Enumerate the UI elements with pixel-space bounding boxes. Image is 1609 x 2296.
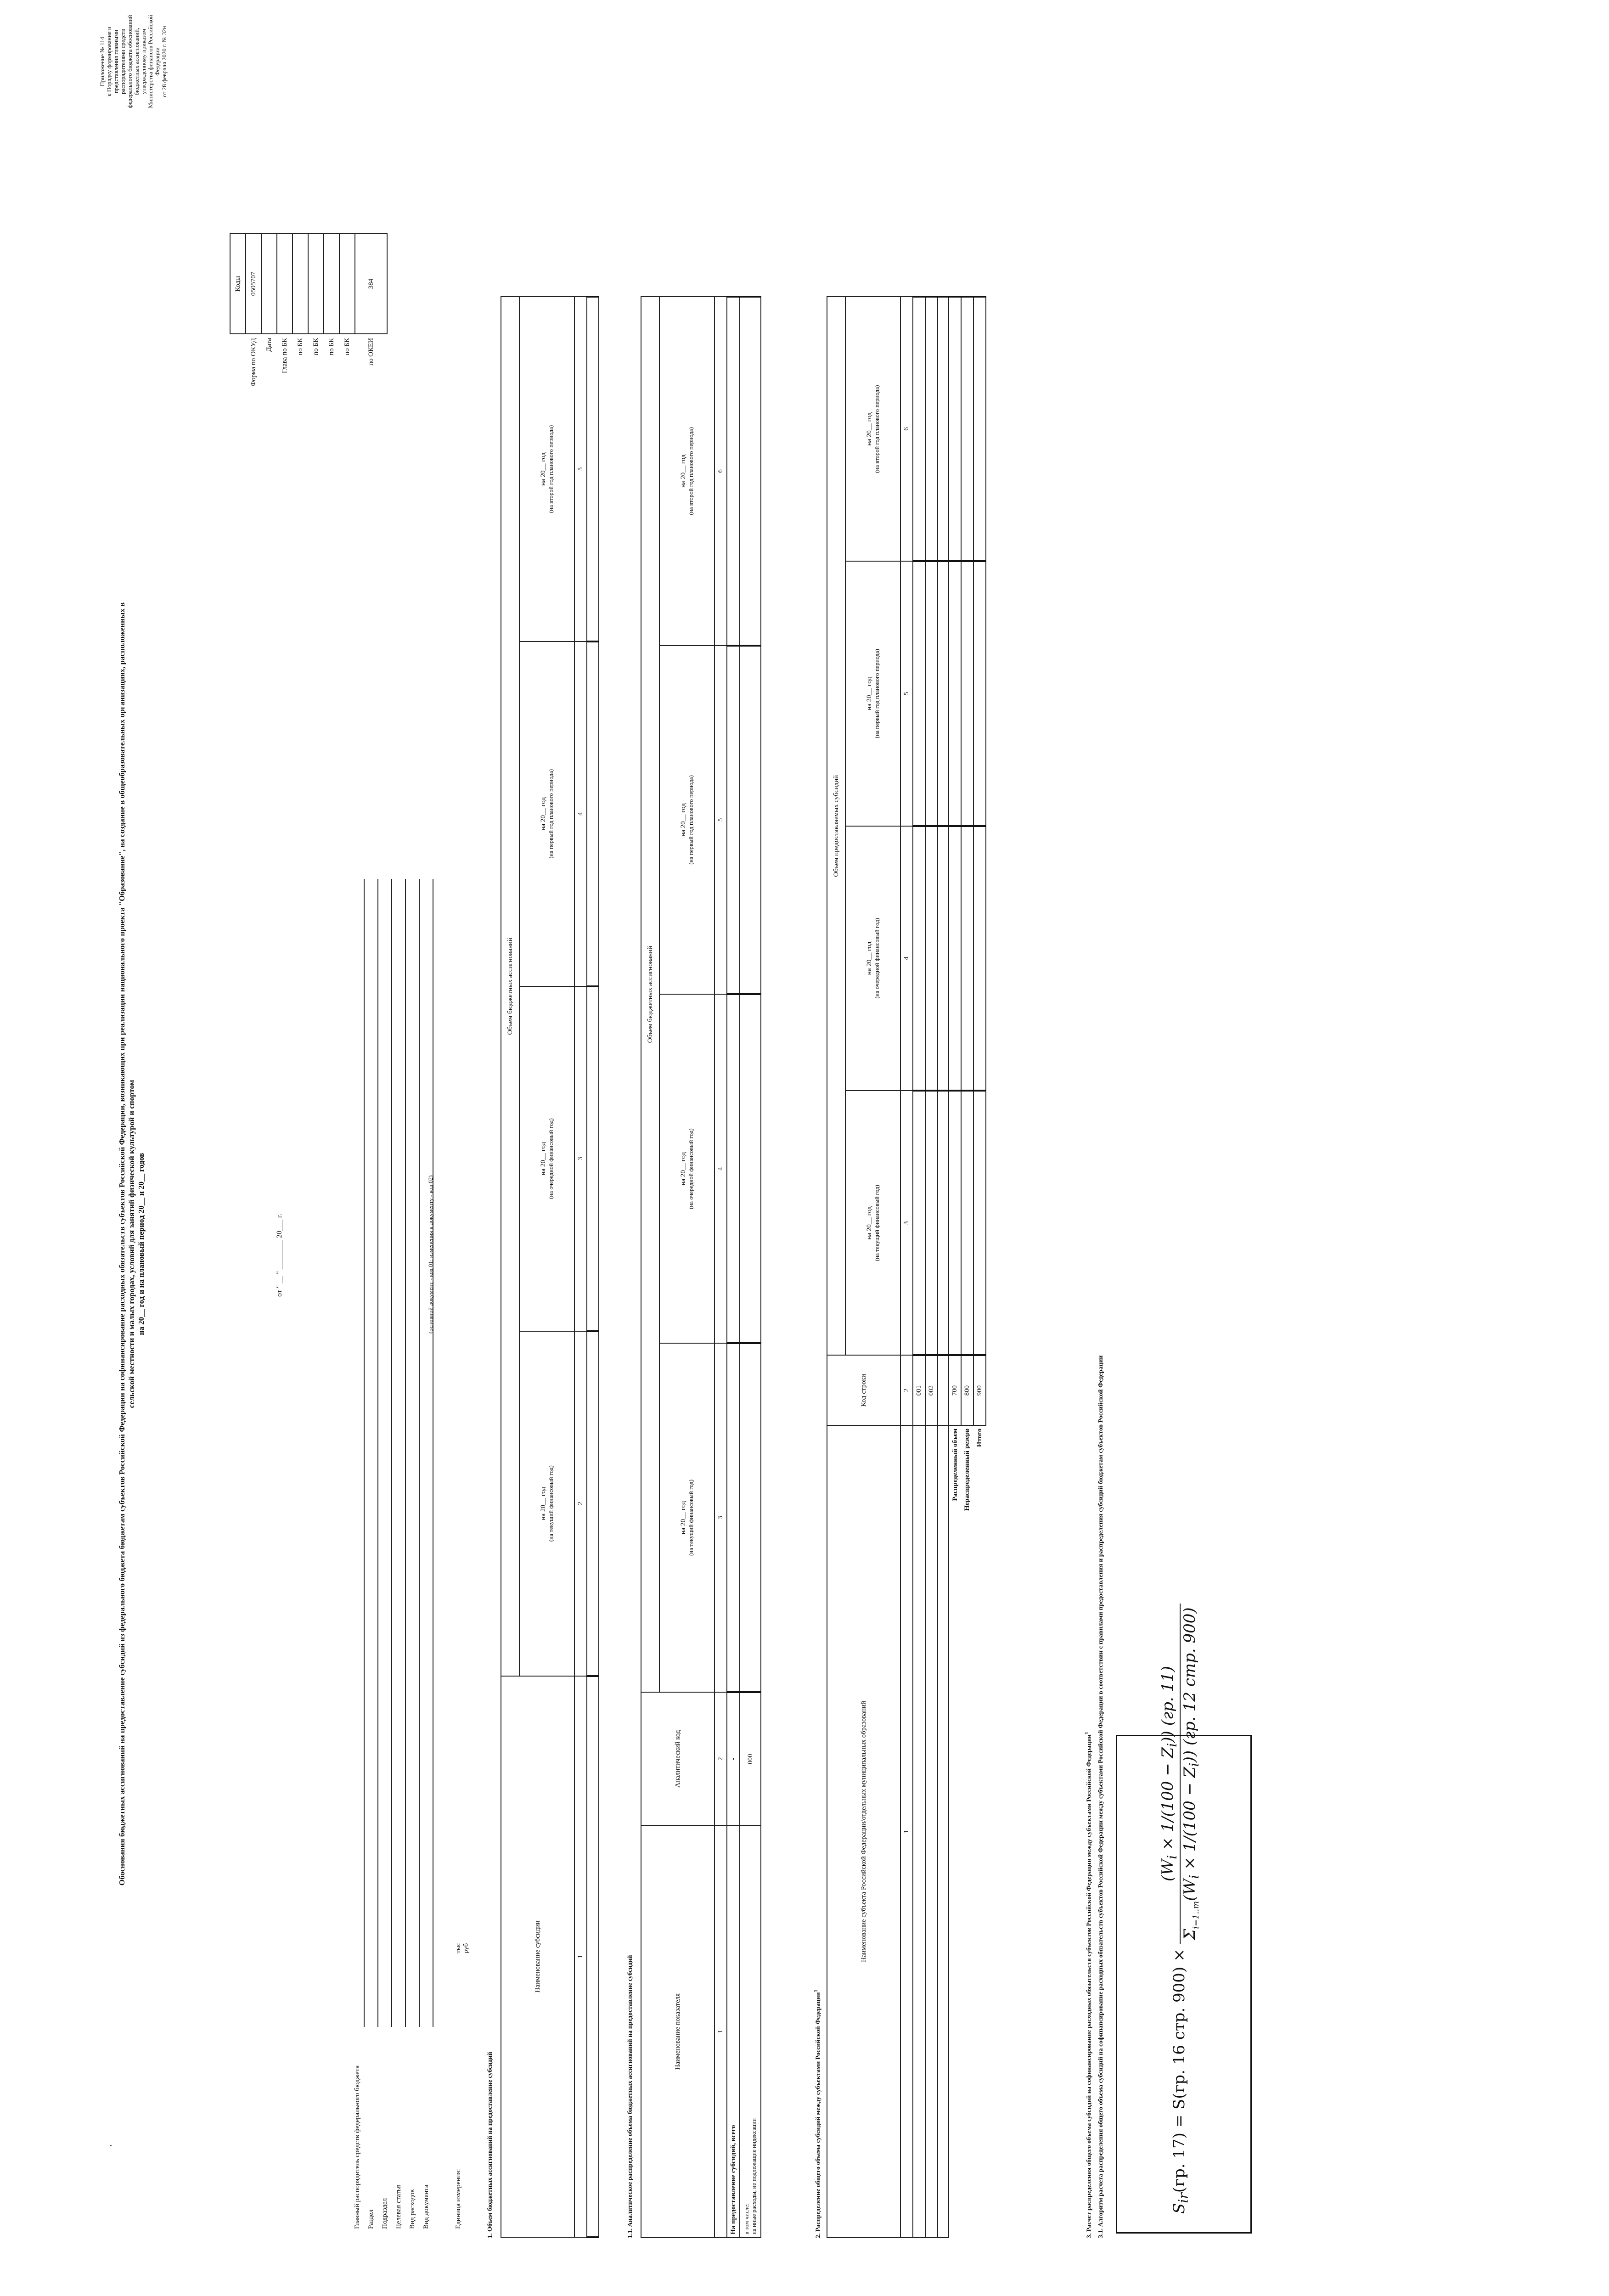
document-date: от " __ " ________ 20___ г. bbox=[276, 1214, 283, 1297]
code-label: по БК bbox=[312, 338, 320, 355]
col-header: Аналитический код bbox=[641, 1692, 714, 1825]
formula-part: i bbox=[1186, 1874, 1202, 1879]
col-year: на 20__ год bbox=[865, 941, 873, 975]
col-number: 5 bbox=[900, 561, 913, 826]
code-label: по ОКЕИ bbox=[367, 338, 375, 366]
table-cell bbox=[938, 1425, 949, 2238]
col-number: 6 bbox=[900, 297, 913, 561]
table-cell bbox=[925, 1425, 938, 2238]
table-cell bbox=[973, 826, 986, 1091]
col-sub: (на очередной финансовый год) bbox=[687, 1128, 694, 1209]
appendix-line: от 28 февраля 2020 г. № 32н bbox=[161, 26, 168, 97]
appendix-line: Министерства финансов Российской Федерации bbox=[147, 15, 161, 108]
formula-part: Σ bbox=[1180, 1929, 1199, 1940]
table-cell bbox=[938, 826, 949, 1091]
col-number: 5 bbox=[714, 646, 727, 995]
formula-fraction bbox=[1159, 1604, 1202, 1943]
table-cell bbox=[949, 826, 961, 1091]
code-label: по БК bbox=[343, 338, 351, 355]
table-cell bbox=[913, 1091, 925, 1355]
row-label bbox=[740, 1825, 761, 2238]
row-label-other: на иные расходы, не подлежащие индексации bbox=[750, 2118, 757, 2234]
formula-part: i bbox=[1164, 1743, 1180, 1747]
codes-table bbox=[230, 233, 388, 415]
col-year: на 20__ год bbox=[865, 677, 873, 710]
col-sub: (на текущий финансовый год) bbox=[873, 1185, 880, 1261]
section-2-table bbox=[827, 296, 986, 2238]
col-year: на 20__ год bbox=[679, 454, 687, 488]
code-value bbox=[339, 234, 355, 334]
footnote-mark: 1 bbox=[1084, 1732, 1090, 1735]
col-header bbox=[659, 646, 714, 995]
summary-label: Нераспределенный резерв bbox=[963, 1428, 971, 1511]
code-value bbox=[324, 234, 339, 334]
table-cell bbox=[973, 561, 986, 826]
code-value: 0505707 bbox=[246, 234, 261, 334]
col-sub: (на текущий финансовый год) bbox=[687, 1479, 694, 1556]
col-sub: (на первый год планового периода) bbox=[873, 649, 880, 738]
table-cell bbox=[740, 994, 761, 1343]
table-cell bbox=[587, 642, 599, 986]
col-sub: (на очередной финансовый год) bbox=[547, 1118, 554, 1199]
col-number: 1 bbox=[574, 1676, 587, 2237]
section-3-1-title: 3.1. Алгоритм расчета распределения общего объема субсидий на софинансирование расходных обязательств субъектов Российской Федерации между субъектами Российской Федерации в соответствии с правилами предоставления и распределения субсидий бюджетам субъектов Российской Федерации bbox=[1097, 1355, 1104, 2238]
col-header bbox=[659, 297, 714, 646]
col-year: на 20__ год bbox=[539, 1142, 547, 1176]
code-value bbox=[261, 234, 277, 334]
group-header: Объем бюджетных ассигнований bbox=[641, 297, 659, 1692]
table-cell bbox=[949, 561, 961, 826]
table-cell bbox=[740, 1343, 761, 1692]
footnote-mark: 1 bbox=[813, 1989, 819, 1992]
col-header bbox=[519, 1331, 574, 1676]
table-cell bbox=[587, 297, 599, 642]
table-cell bbox=[973, 1091, 986, 1355]
group-header: Объем бюджетных ассигнований bbox=[501, 297, 519, 1676]
row-label-incl: в том числе: bbox=[743, 2203, 750, 2234]
col-number: 3 bbox=[574, 986, 587, 1331]
code-label: Дата bbox=[265, 338, 273, 352]
table-cell bbox=[925, 826, 938, 1091]
col-number: 3 bbox=[714, 1343, 727, 1692]
section-2-title-text: 2. Распределение общего объема субсидий между субъектами Российской Федерации bbox=[815, 1992, 822, 2238]
section-3-title bbox=[1084, 1732, 1093, 2238]
row-code: 002 bbox=[925, 1355, 938, 1425]
col-header: Код строки bbox=[827, 1355, 900, 1425]
table-cell bbox=[913, 561, 925, 826]
group-header: Объем предоставляемых субсидий bbox=[827, 297, 845, 1355]
table-cell bbox=[740, 297, 761, 646]
row-code: 800 bbox=[961, 1355, 973, 1425]
title-line-2: сельской местности и малых городах, условий для занятий физической культурой и спортом bbox=[127, 1080, 136, 1408]
appendix-line: бюджетных ассигнований, утвержденному приказом bbox=[133, 28, 147, 96]
section-1-title: 1. Объем бюджетных ассигнований на предоставление субсидий bbox=[487, 2052, 494, 2238]
formula-part: (W bbox=[1159, 1859, 1177, 1882]
table-cell bbox=[727, 297, 740, 646]
unit-value: тыс руб bbox=[455, 1942, 470, 1953]
title-line-1: Обоснования бюджетных ассигнований на предоставление субсидий из федерального бюджета бюджетам субъектов Российской Федерации на софинансирование расходных обязательств субъектов Российской Федерации, возникающих при реализации национального проекта "Образование", на создание в общеобразовательных организациях, расположенных в bbox=[118, 602, 126, 1886]
col-header: Наименование субсидии bbox=[501, 1676, 574, 2237]
col-number: 4 bbox=[900, 826, 913, 1091]
col-number: 1 bbox=[900, 1425, 913, 2238]
scan-speck bbox=[110, 2145, 112, 2146]
formula-part: )) (гр. 12 стр. 900) bbox=[1180, 1607, 1199, 1763]
col-header bbox=[519, 297, 574, 642]
col-year: на 20__ год bbox=[865, 412, 873, 446]
col-header bbox=[659, 994, 714, 1343]
table-cell bbox=[913, 297, 925, 561]
col-sub: (на первый год планового периода) bbox=[547, 769, 554, 859]
code-label: Форма по ОКУД bbox=[249, 338, 257, 387]
document-title bbox=[117, 342, 146, 2146]
col-header bbox=[845, 1091, 900, 1355]
col-header bbox=[845, 297, 900, 561]
table-cell bbox=[961, 297, 973, 561]
field-row bbox=[381, 2198, 395, 2229]
row-code: 900 bbox=[973, 1355, 986, 1425]
table-cell bbox=[587, 1676, 599, 2237]
row-code: 001 bbox=[913, 1355, 925, 1425]
table-cell bbox=[973, 297, 986, 561]
section-2-title bbox=[813, 1990, 822, 2238]
row-code: - bbox=[727, 1692, 740, 1825]
col-sub: (на второй год планового периода) bbox=[687, 427, 694, 515]
section-1-1-table bbox=[641, 296, 761, 2238]
field-label: Главный распорядитель средств федерального бюджета bbox=[354, 2065, 361, 2229]
table-cell bbox=[938, 297, 949, 561]
col-header: Наименование показателя bbox=[641, 1825, 714, 2238]
col-year: на 20__ год bbox=[539, 797, 547, 831]
col-year: на 20__ год bbox=[679, 803, 687, 837]
col-number: 2 bbox=[574, 1331, 587, 1676]
table-cell bbox=[925, 1091, 938, 1355]
col-number: 4 bbox=[714, 994, 727, 1343]
table-cell bbox=[949, 297, 961, 561]
col-header bbox=[845, 826, 900, 1091]
field-row bbox=[422, 2185, 436, 2229]
formula-part: i bbox=[1164, 1855, 1180, 1859]
formula-box bbox=[1116, 1607, 1252, 2234]
col-header bbox=[519, 986, 574, 1331]
formula-part: × 1/(100 − Z bbox=[1180, 1767, 1199, 1875]
formula-lhs-sub: ir bbox=[1176, 2193, 1191, 2203]
appendix-line: к Порядку формирования и представления главными bbox=[106, 27, 119, 96]
col-number: 2 bbox=[714, 1692, 727, 1825]
col-sub: (на первый год планового периода) bbox=[687, 775, 694, 865]
appendix-line: Приложение № 114 bbox=[99, 37, 106, 86]
table-cell bbox=[949, 1091, 961, 1355]
col-header bbox=[519, 642, 574, 986]
summary-label: Распределенный объем bbox=[951, 1428, 959, 1501]
col-number: 2 bbox=[900, 1355, 913, 1425]
table-cell bbox=[925, 561, 938, 826]
section-1-table bbox=[501, 296, 599, 2238]
field-label: Подраздел bbox=[381, 2198, 388, 2229]
formula-part: i=1..m bbox=[1191, 1901, 1201, 1929]
table-cell bbox=[961, 826, 973, 1091]
formula-part: i bbox=[1186, 1762, 1202, 1767]
document-type-note: (основной документ - код 01; изменения к документу - код 02) bbox=[427, 1175, 434, 1334]
formula-part: × 1/(100 − Z bbox=[1159, 1747, 1177, 1855]
col-sub: (на текущий финансовый год) bbox=[547, 1465, 554, 1542]
table-cell bbox=[587, 1331, 599, 1676]
col-number: 3 bbox=[900, 1091, 913, 1355]
formula-lhs-rest: (гр. 17) = S(гр. 16 стр. 900) × bbox=[1170, 1948, 1188, 2193]
formula-part: )) (гр. 11) bbox=[1159, 1666, 1177, 1743]
col-year: на 20__ год bbox=[679, 1501, 687, 1535]
formula-denominator bbox=[1181, 1604, 1202, 1943]
field-label: Целевая статья bbox=[395, 2185, 402, 2229]
summary-label: Итого bbox=[976, 1428, 983, 1447]
code-value bbox=[277, 234, 293, 334]
codes-header: Коды bbox=[230, 234, 246, 334]
code-value bbox=[293, 234, 308, 334]
col-sub: (на второй год планового периода) bbox=[873, 385, 880, 473]
field-row bbox=[354, 2065, 367, 2229]
col-number: 4 bbox=[574, 642, 587, 986]
col-header: Наименование субъекта Российской Федерации/отдельных муниципальных образований bbox=[827, 1425, 900, 2238]
formula-lhs: S bbox=[1170, 2203, 1188, 2214]
row-label: На предоставление субсидий, всего bbox=[727, 1825, 740, 2238]
section-3-title-text: 3. Расчет распределения общего объема субсидий на софинансирование расходных обязательств субъектов Российской Федерации между субъектами Российской Федерации bbox=[1086, 1734, 1093, 2238]
col-header bbox=[659, 1343, 714, 1692]
table-cell bbox=[938, 561, 949, 826]
col-header bbox=[845, 561, 900, 826]
col-sub: (на второй год планового периода) bbox=[547, 425, 554, 513]
title-line-3: на 20__ год и на плановый период 20__ и 20__ годов bbox=[137, 1153, 146, 1335]
code-label: по БК bbox=[296, 338, 304, 355]
col-year: на 20__ год bbox=[865, 1206, 873, 1240]
col-number: 1 bbox=[714, 1825, 727, 2238]
col-sub: (на очередной финансовый год) bbox=[873, 917, 880, 999]
row-code: 000 bbox=[740, 1692, 761, 1825]
table-cell bbox=[727, 1343, 740, 1692]
table-cell bbox=[961, 561, 973, 826]
field-row bbox=[367, 2210, 381, 2229]
code-label: по БК bbox=[327, 338, 335, 355]
unit-row bbox=[455, 1942, 470, 2229]
table-cell bbox=[587, 986, 599, 1331]
table-cell bbox=[913, 1425, 925, 2238]
appendix-line: распорядителями средств федерального бюджета обоснований bbox=[119, 15, 133, 108]
table-cell bbox=[913, 826, 925, 1091]
field-label: Вид расходов bbox=[409, 2189, 416, 2229]
code-value bbox=[308, 234, 324, 334]
col-year: на 20__ год bbox=[539, 1486, 547, 1520]
col-number: 6 bbox=[714, 297, 727, 646]
table-cell bbox=[740, 646, 761, 995]
field-row bbox=[395, 2185, 409, 2229]
table-cell bbox=[961, 1091, 973, 1355]
row-code: 700 bbox=[949, 1355, 961, 1425]
field-row bbox=[409, 2189, 422, 2229]
code-label: Глава по БК bbox=[281, 338, 288, 373]
table-cell bbox=[925, 297, 938, 561]
formula-numerator bbox=[1159, 1604, 1181, 1943]
section-1-1-title: 1.1. Аналитическое распределение объема бюджетных ассигнований на предоставление субсидий bbox=[627, 1955, 634, 2238]
col-number: 5 bbox=[574, 297, 587, 642]
distribution-formula bbox=[1159, 1604, 1202, 2214]
formula-part: (W bbox=[1180, 1879, 1199, 1901]
table-cell bbox=[938, 1091, 949, 1355]
code-value: 384 bbox=[355, 234, 387, 334]
table-cell bbox=[727, 646, 740, 995]
unit-label: Единица измерения: bbox=[455, 2169, 462, 2229]
col-year: на 20__ год bbox=[539, 452, 547, 486]
table-cell bbox=[727, 994, 740, 1343]
field-label: Раздел bbox=[367, 2209, 375, 2229]
table-cell bbox=[938, 1355, 949, 1425]
field-label: Вид документа bbox=[422, 2184, 430, 2229]
col-year: на 20__ год bbox=[679, 1152, 687, 1186]
appendix-note bbox=[99, 11, 168, 112]
